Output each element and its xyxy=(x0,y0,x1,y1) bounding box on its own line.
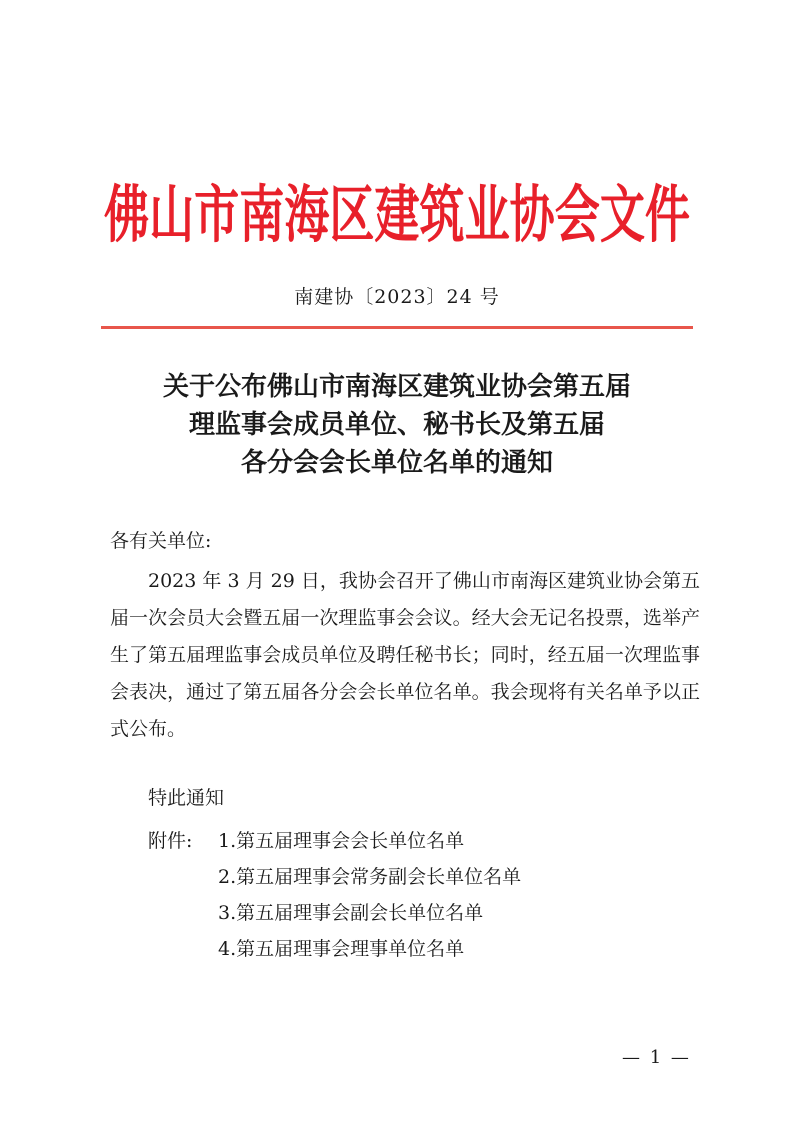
attachments-list xyxy=(148,823,521,967)
body-paragraph-block xyxy=(110,563,700,748)
attachment-item-2: 2.第五届理事会常务副会长单位名单 xyxy=(218,866,522,888)
attachment-item-1: 1.第五届理事会会长单位名单 xyxy=(218,830,465,852)
closing-phrase: 特此通知 xyxy=(148,787,225,809)
notice-title xyxy=(100,368,694,482)
page-number: — 1 — xyxy=(622,1047,691,1068)
masthead-title-graphic xyxy=(100,172,694,252)
notice-title-line-1: 关于公布佛山市南海区建筑业协会第五届 xyxy=(162,372,631,402)
body-paragraph: 2023 年 3 月 29 日，我协会召开了佛山市南海区建筑业协会第五届一次会员大会暨五届一次理监事会会议。经大会无记名投票，选举产生了第五届理监事会成员单位及聘任秘书长；同时，经五届一次理监事会表决，通过了第五届各分会会长单位名单。我会现将有关名单予以正式公布。 xyxy=(110,570,700,740)
attachment-item-4: 4.第五届理事会理事单位名单 xyxy=(218,938,465,960)
notice-title-line-2: 理监事会成员单位、秘书长及第五届 xyxy=(188,410,605,440)
document-number: 南建协〔2023〕24 号 xyxy=(294,286,500,308)
masthead xyxy=(100,172,694,252)
salutation: 各有关单位: xyxy=(110,530,212,552)
red-divider xyxy=(101,326,693,329)
attachment-item-3: 3.第五届理事会副会长单位名单 xyxy=(218,902,484,924)
attachments-label: 附件: xyxy=(148,830,193,852)
notice-title-line-3: 各分会会长单位名单的通知 xyxy=(240,448,553,478)
masthead-title: 佛山市南海区建筑业协会文件 xyxy=(104,178,690,251)
attachment-item xyxy=(148,823,521,859)
